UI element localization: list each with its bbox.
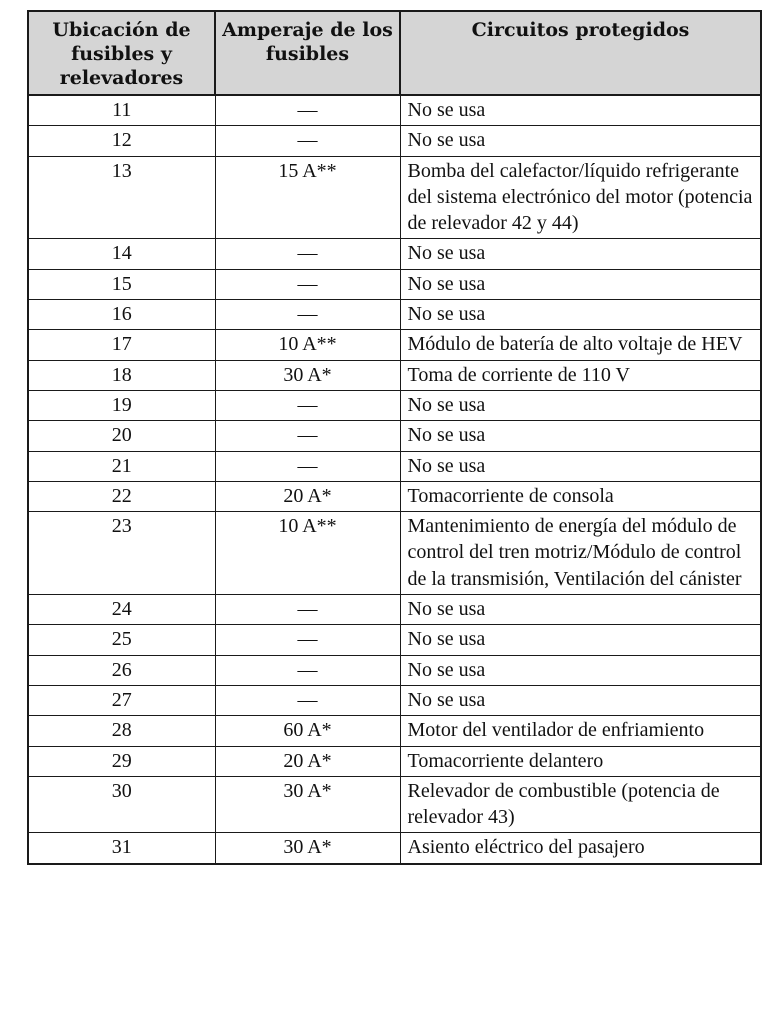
fuse-amperage: 30 A* (215, 776, 400, 833)
table-row (28, 390, 761, 420)
fuse-location: 24 (28, 595, 215, 625)
fuse-circuits: No se usa (400, 451, 761, 481)
fuse-amperage: — (215, 685, 400, 715)
fuse-circuits: No se usa (400, 390, 761, 420)
header-circuits: Circuitos protegidos (400, 11, 761, 95)
fuse-circuits: Toma de corriente de 110 V (400, 360, 761, 390)
fuse-circuits: Asiento eléctrico del pasajero (400, 833, 761, 864)
table-row (28, 655, 761, 685)
table-row (28, 746, 761, 776)
table-row (28, 269, 761, 299)
fuse-location: 11 (28, 95, 215, 126)
fuse-circuits: No se usa (400, 421, 761, 451)
table-row (28, 95, 761, 126)
table-row (28, 685, 761, 715)
fuse-amperage: 20 A* (215, 746, 400, 776)
fuse-location: 22 (28, 481, 215, 511)
fuse-location: 26 (28, 655, 215, 685)
fuse-location: 19 (28, 390, 215, 420)
fuse-location: 16 (28, 300, 215, 330)
table-row (28, 595, 761, 625)
fuse-amperage: — (215, 421, 400, 451)
fuse-amperage: — (215, 239, 400, 269)
fuse-amperage: 60 A* (215, 716, 400, 746)
fuse-amperage: — (215, 300, 400, 330)
table-row (28, 716, 761, 746)
fuse-location: 17 (28, 330, 215, 360)
fuse-circuits: Motor del ventilador de enfriamiento (400, 716, 761, 746)
fuse-location: 30 (28, 776, 215, 833)
header-location: Ubicación de fusibles y relevadores (28, 11, 215, 95)
fuse-amperage: 30 A* (215, 833, 400, 864)
table-row (28, 481, 761, 511)
fuse-circuits: Relevador de combustible (potencia de relevador 43) (400, 776, 761, 833)
fuse-circuits: No se usa (400, 655, 761, 685)
fuse-amperage: — (215, 390, 400, 420)
fuse-table (27, 10, 762, 865)
table-row (28, 833, 761, 864)
fuse-amperage: 30 A* (215, 360, 400, 390)
table-row (28, 625, 761, 655)
header-amperage: Amperaje de los fusibles (215, 11, 400, 95)
fuse-circuits: Tomacorriente de consola (400, 481, 761, 511)
header-row (28, 11, 761, 95)
table-row (28, 126, 761, 156)
fuse-amperage: 15 A** (215, 156, 400, 239)
fuse-amperage: — (215, 269, 400, 299)
fuse-location: 29 (28, 746, 215, 776)
fuse-location: 31 (28, 833, 215, 864)
fuse-amperage: — (215, 451, 400, 481)
fuse-circuits: No se usa (400, 126, 761, 156)
fuse-location: 18 (28, 360, 215, 390)
fuse-amperage: — (215, 625, 400, 655)
table-row (28, 239, 761, 269)
fuse-location: 14 (28, 239, 215, 269)
fuse-location: 21 (28, 451, 215, 481)
table-row (28, 300, 761, 330)
fuse-amperage: 20 A* (215, 481, 400, 511)
fuse-location: 15 (28, 269, 215, 299)
fuse-circuits: No se usa (400, 595, 761, 625)
fuse-circuits: No se usa (400, 685, 761, 715)
fuse-circuits: Bomba del calefactor/líquido refrigerante del sistema electrónico del motor (potencia de relevador 42 y 44) (400, 156, 761, 239)
fuse-circuits: No se usa (400, 95, 761, 126)
fuse-amperage: — (215, 126, 400, 156)
fuse-circuits: No se usa (400, 269, 761, 299)
fuse-location: 23 (28, 512, 215, 595)
table-row (28, 360, 761, 390)
table-row (28, 421, 761, 451)
fuse-location: 28 (28, 716, 215, 746)
fuse-amperage: 10 A** (215, 512, 400, 595)
table-row (28, 156, 761, 239)
fuse-table-page (27, 10, 760, 865)
fuse-circuits: Tomacorriente delantero (400, 746, 761, 776)
table-row (28, 776, 761, 833)
fuse-circuits: No se usa (400, 625, 761, 655)
fuse-circuits: Módulo de batería de alto voltaje de HEV (400, 330, 761, 360)
table-row (28, 330, 761, 360)
table-row (28, 512, 761, 595)
fuse-location: 13 (28, 156, 215, 239)
fuse-circuits: No se usa (400, 300, 761, 330)
fuse-location: 12 (28, 126, 215, 156)
fuse-location: 25 (28, 625, 215, 655)
fuse-amperage: — (215, 655, 400, 685)
fuse-amperage: 10 A** (215, 330, 400, 360)
fuse-amperage: — (215, 95, 400, 126)
fuse-circuits: Mantenimiento de energía del módulo de control del tren motriz/Módulo de control de la transmisión, Ventilación del cánister (400, 512, 761, 595)
fuse-location: 27 (28, 685, 215, 715)
fuse-circuits: No se usa (400, 239, 761, 269)
fuse-location: 20 (28, 421, 215, 451)
table-row (28, 451, 761, 481)
fuse-amperage: — (215, 595, 400, 625)
